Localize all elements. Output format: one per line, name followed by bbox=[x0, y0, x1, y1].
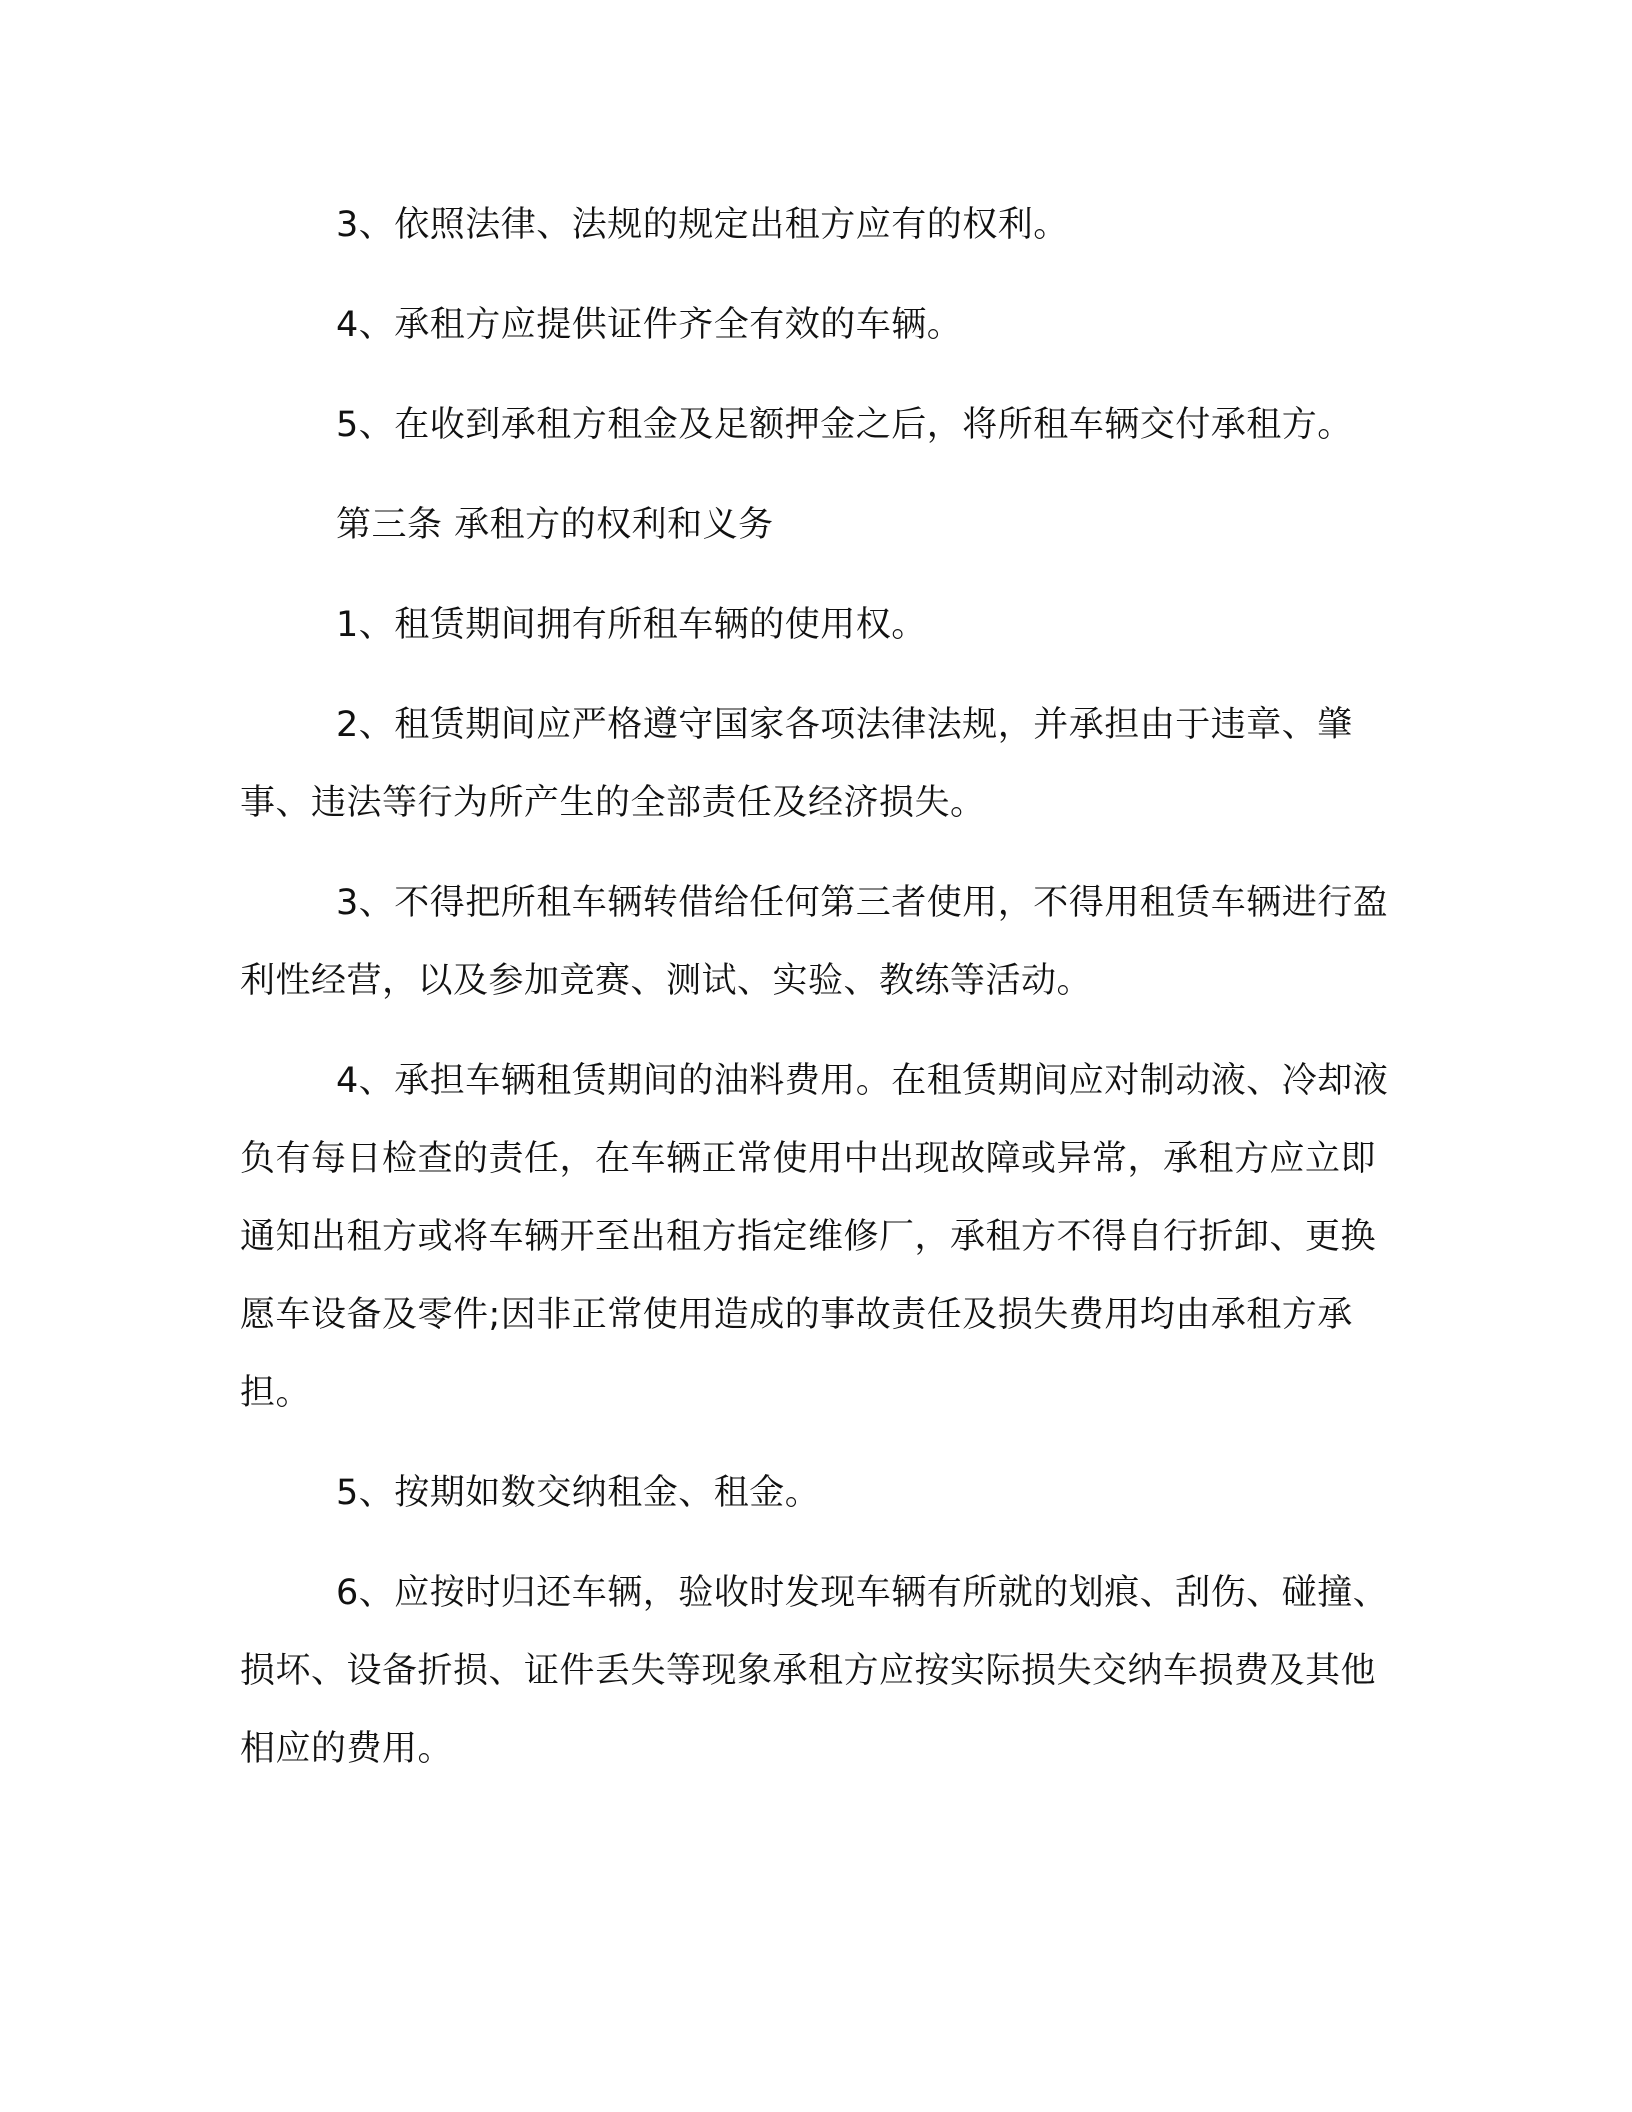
paragraph-5: 1、租赁期间拥有所租车辆的使用权。 bbox=[336, 605, 927, 645]
paragraph-3: 5、在收到承租方租金及足额押金之后，将所租车辆交付承租方。 bbox=[336, 405, 1353, 445]
paragraph-9: 5、按期如数交纳租金、租金。 bbox=[336, 1473, 821, 1513]
paragraph-7: 3、不得把所租车辆转借给任何第三者使用，不得用租赁车辆进行盈利性经营，以及参加竞赛、测试、实验、教练等活动。 bbox=[240, 883, 1389, 1001]
paragraph-2: 4、承租方应提供证件齐全有效的车辆。 bbox=[336, 305, 963, 345]
paragraph-10: 6、应按时归还车辆，验收时发现车辆有所就的划痕、刮伤、碰撞、损坏、设备折损、证件丢失等现象承租方应按实际损失交纳车损费及其他相应的费用。 bbox=[240, 1573, 1389, 1769]
document-body bbox=[240, 186, 1390, 1788]
paragraph-6: 2、租赁期间应严格遵守国家各项法律法规，并承担由于违章、肇事、违法等行为所产生的全部责任及经济损失。 bbox=[240, 705, 1353, 823]
paragraph-8: 4、承担车辆租赁期间的油料费用。在租赁期间应对制动液、冷却液负有每日检查的责任，在车辆正常使用中出现故障或异常，承租方应立即通知出租方或将车辆开至出租方指定维修厂，承租方不得自行折卸、更换愿车设备及零件;因非正常使用造成的事故责任及损失费用均由承租方承担。 bbox=[240, 1061, 1389, 1413]
paragraph-1: 3、依照法律、法规的规定出租方应有的权利。 bbox=[336, 205, 1069, 245]
section-heading: 第三条 承租方的权利和义务 bbox=[336, 505, 774, 545]
